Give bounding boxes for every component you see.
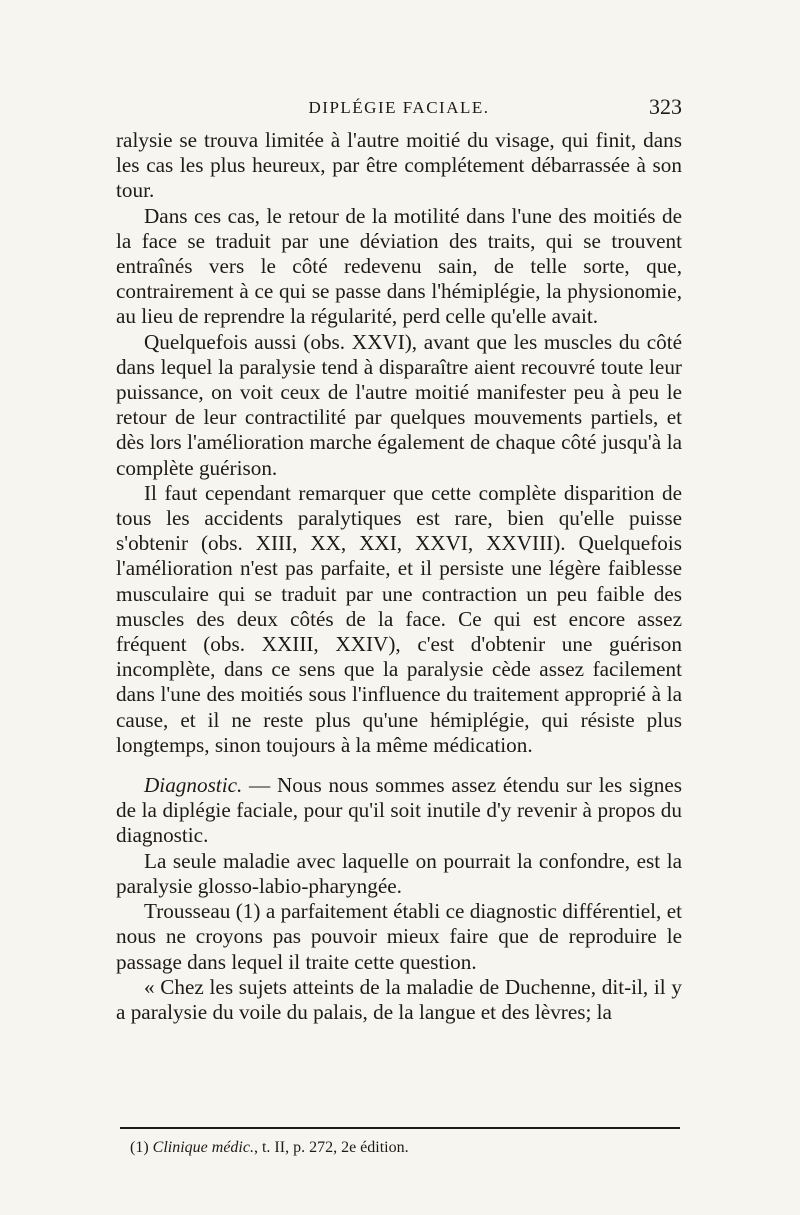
- footnote-marker: (1): [130, 1139, 153, 1156]
- paragraph-quotation: « Chez les sujets atteints de la maladie de Duchenne, dit-il, il y a paralysie du voile du palais, de la langue et des lèvres; la: [116, 974, 682, 1024]
- page-number: 323: [649, 94, 682, 119]
- paragraph-motilite: Dans ces cas, le retour de la motilité dans l'une des moitiés de la face se traduit par une déviation des traits, qui se trouvent entraînés vers le côté redevenu sain, de telle sorte, que, contrairement à ce qui se passe dans l'hémiplégie, la physionomie, au lieu de reprendre la régularité, perd celle qu'elle avait.: [116, 203, 682, 329]
- paragraph-trousseau: Trousseau (1) a parfaitement établi ce diagnostic différentiel, et nous ne croyons pas pouvoir mieux faire que de reproduire le passage dans lequel il traite cette question.: [116, 899, 682, 974]
- footnote-details: , t. II, p. 272, 2e édition.: [253, 1139, 409, 1156]
- paragraph-diagnostic: [116, 773, 682, 849]
- running-title: DIPLÉGIE FACIALE.: [308, 98, 490, 117]
- footnote-work-title: Clinique médic.: [152, 1139, 254, 1156]
- body-text: [116, 128, 682, 1025]
- diagnostic-text: — Nous nous sommes assez étendu sur les signes de la diplégie faciale, pour qu'il soit inutile d'y revenir à propos du diagnostic.: [116, 773, 682, 848]
- paragraph-continuation: ralysie se trouva limitée à l'autre moitié du visage, qui finit, dans les cas les plus heureux, par être complétement débarrassée à son tour.: [116, 128, 682, 203]
- page-header: [116, 94, 682, 126]
- diagnostic-heading: Diagnostic.: [144, 773, 243, 798]
- paragraph-quelquefois: Quelquefois aussi (obs. XXVI), avant que les muscles du côté dans lequel la paralysie tend à disparaître aient recouvré toute leur puissance, on voit ceux de l'autre moitié manifester peu à peu le retour de leur contractilité par quelques mouvements partiels, et dès lors l'amélioration marche également de chaque côté jusqu'à la complète guérison.: [116, 329, 682, 480]
- footnote: [130, 1138, 670, 1158]
- footnote-rule: [120, 1127, 680, 1129]
- paragraph-confondre: La seule maladie avec laquelle on pourrait la confondre, est la paralysie glosso-labio-pharyngée.: [116, 848, 682, 898]
- paragraph-remarquer: Il faut cependant remarquer que cette complète disparition de tous les accidents paralytiques est rare, bien qu'elle puisse s'obtenir (obs. XIII, XX, XXI, XXVI, XXVIII). Quelquefois l'amélioration n'est pas parfaite, et il persiste une légère faiblesse musculaire qui se traduit par une contraction un peu faible des muscles des deux côtés de la face. Ce qui est encore assez fréquent (obs. XXIII, XXIV), c'est d'obtenir une guérison incomplète, dans ce sens que la paralysie cède assez facilement dans l'une des moitiés sous l'influence du traitement approprié à la cause, et il ne reste plus qu'une hémiplégie, qui résiste plus longtemps, sinon toujours à la même médication.: [116, 480, 682, 757]
